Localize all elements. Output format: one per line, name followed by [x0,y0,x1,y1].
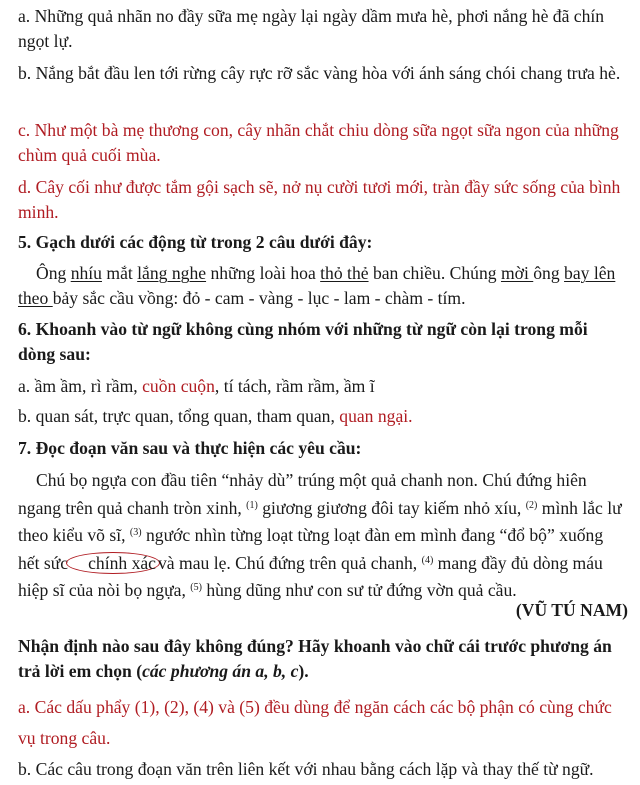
verb-underlined: bay lên [564,263,616,283]
circled-word: chính xác [66,552,160,574]
question-7-option-b: b. Các câu trong đoạn văn trên liên kết với nhau bằng cách lặp và thay thế từ ngữ. [18,759,594,779]
seg: ông [533,263,565,283]
question-5-title: 5. Gạch dưới các động từ trong 2 câu dưới đây: [18,232,373,252]
question-7-option-a-answer: a. Các dấu phẩy (1), (2), (4) và (5) đều dùng để ngăn cách các bộ phận có cùng chức vụ trong câu. [18,697,612,748]
seg: Ông [36,263,71,283]
answer-word: quan ngại. [339,406,413,426]
verb-underlined: nhíu [70,263,102,283]
word-list: b. quan sát, trực quan, tổng quan, tham quan, [18,406,340,426]
marker: (1) [246,499,258,511]
question-6-line-a [18,374,628,399]
author: (VŨ TÚ NAM) [515,600,628,620]
word-list: , tí tách, rầm rầm, ầm ĩ [214,376,375,396]
passage-text: giương giương đôi tay kiếm nhỏ xíu, [257,497,526,518]
passage-text: mình lắc lư theo kiểu võ sĩ, [18,497,622,545]
question-7-prompt [18,634,628,684]
question-7-title: 7. Đọc đoạn văn sau và thực hiện các yêu cầu: [18,438,362,458]
question-6-title: 6. Khoanh vào từ ngữ không cùng nhóm với những từ ngữ còn lại trong mỗi dòng sau: [18,319,588,364]
question-6-line-b [18,404,628,429]
verb-underlined: mời [500,263,534,283]
passage-text: mang đầy đủ dòng máu hiệp sĩ của nòi bọ ngựa, [18,552,603,600]
marker: (4) [421,554,434,566]
seg: mắt [101,263,138,283]
seg: bảy sắc cầu vồng: đỏ - cam - vàng - lục - lam - chàm - tím. [52,288,466,308]
seg: những loài hoa [206,263,321,283]
word-list: a. ầm ầm, rì rầm, [18,376,143,396]
marker: (5) [190,582,202,593]
option-q4-b: b. Nắng bắt đầu len tới rừng cây rực rỡ sắc vàng hòa với ánh sáng chói chang trưa hè. [18,63,621,83]
prompt-text: ). [298,661,309,681]
verb-underlined: theo [18,288,53,308]
option-q4-d-answer: d. Cây cối như được tắm gội sạch sẽ, nở nụ cười tươi mới, tràn đầy sức sống của bình minh. [18,177,621,222]
passage-text: ngước nhìn từng loạt từng loạt đàn em mình đang “đổ bộ” xuống hết sức [18,525,604,573]
passage-text: hùng dũng như con sư tử đứng vờn quả cầu. [201,580,517,600]
verb-underlined: thỏ thẻ [320,263,369,283]
verb-underlined: lắng nghe [137,263,207,283]
marker: (3) [129,527,142,538]
passage-text: Chú bọ ngựa con đầu tiên “nhảy dù” trúng một quả chanh non. Chú đứng hiên ngang trên quả chanh tròn xinh, [18,470,587,518]
option-q4-a: a. Những quả nhãn no đầy sữa mẹ ngày lại ngày dầm mưa hè, phơi nắng hè đã chín ngọt lự. [18,6,605,51]
seg: ban chiều. Chúng [368,263,501,283]
question-5-sentence [18,261,628,311]
prompt-italic: các phương án a, b, c [142,661,299,681]
passage [18,467,628,605]
passage-text: và mau lẹ. Chú đứng trên quả chanh, [158,552,422,573]
prompt-text: Nhận định nào sau đây không đúng? Hãy khoanh vào chữ cái trước phương án trả lời em chọn ( [18,636,612,681]
marker: (2) [525,499,538,511]
option-q4-c-answer: c. Như một bà mẹ thương con, cây nhãn chắt chiu dòng sữa ngọt sữa ngon của những chùm quả cuối mùa. [18,120,619,165]
answer-word: cuồn cuộn [142,376,215,396]
